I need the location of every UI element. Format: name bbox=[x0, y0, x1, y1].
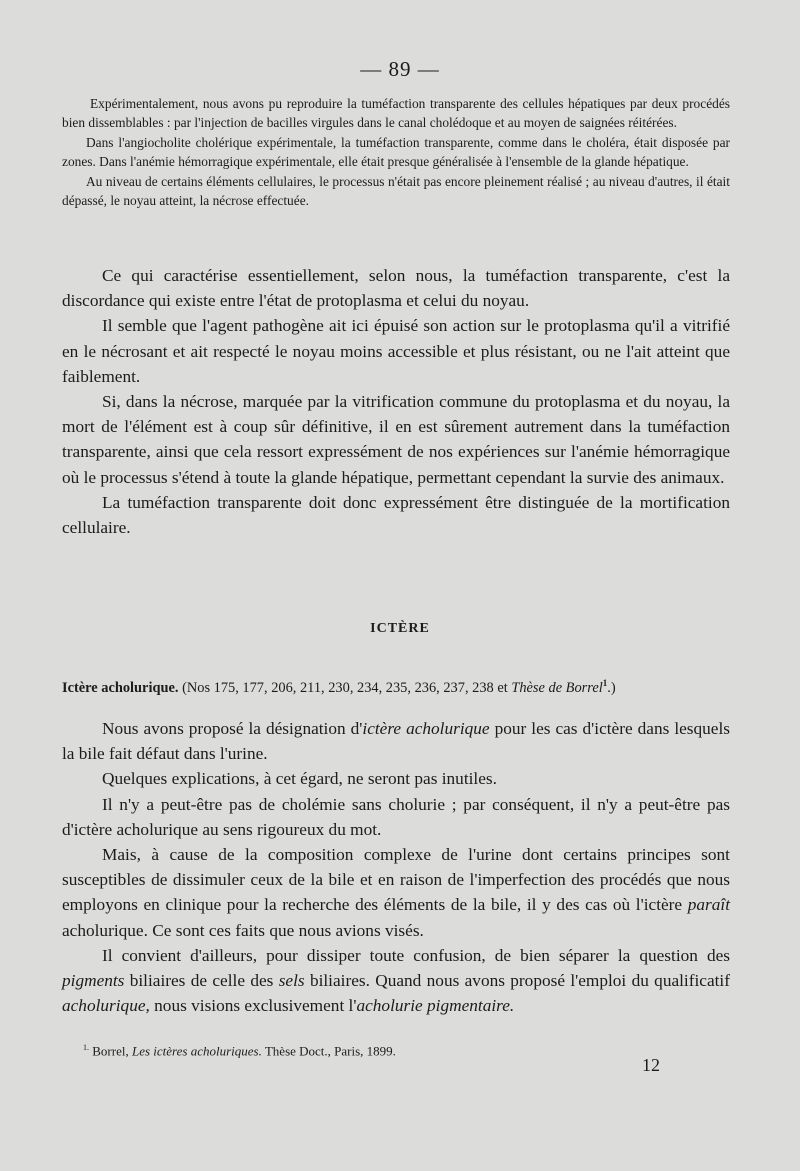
page-number: — 89 — bbox=[360, 57, 440, 81]
heading-close: .) bbox=[607, 679, 616, 696]
footnote-mark: 1 bbox=[602, 678, 608, 688]
ictere-paragraph-5: Il convient d'ailleurs, pour dissiper toute confusion, de bien séparer la question des pigments biliaires de celle des sels biliaires. Quand nous avons proposé l'emploi du qualificatif acholurique, nous visions exclusivement l'acholurie pigmentaire. bbox=[62, 945, 730, 1016]
these-reference: Thèse de Borrel bbox=[511, 679, 603, 696]
footnote-author: Borrel, bbox=[92, 1043, 129, 1059]
body-paragraph-3: Si, dans la nécrose, marquée par la vitrification commune du protoplasma et du noyau, la mort de l'élément est à coup sûr définitive, il en est sûrement autrement dans la tuméfaction transparente, ainsi que cela ressort expressément de nos expériences sur l'anémie hémorragique où le processus s'étend à toute la glande hépatique, permettant cependant la survie des animaux. bbox=[62, 392, 730, 487]
footnote-number: 1. bbox=[83, 1043, 89, 1052]
ictere-paragraph-1: Nous avons proposé la désignation d'ictère acholurique pour les cas d'ictère dans lesquels la bile fait défaut dans l'urine. bbox=[62, 719, 730, 764]
subsection-label: Ictère acholurique. bbox=[62, 679, 179, 696]
footnote-rest: Thèse Doct., Paris, 1899. bbox=[264, 1043, 396, 1059]
body-paragraph-4: La tuméfaction transparente doit donc expressément être distinguée de la mortification cellulaire. bbox=[62, 492, 730, 538]
section-title: ICTÈRE bbox=[370, 621, 430, 636]
ictere-text-block bbox=[62, 716, 730, 1018]
footnote-title: Les ictères acholuriques. bbox=[131, 1043, 262, 1059]
ictere-paragraph-2: Quelques explications, à cet égard, ne seront pas inutiles. bbox=[102, 769, 497, 789]
subsection-references: (Nos 175, 177, 206, 211, 230, 234, 235, 236, 237, 238 et bbox=[182, 679, 508, 696]
small-paragraph-3: Au niveau de certains éléments cellulaires, le processus n'était pas encore pleinement réalisé ; au niveau d'autres, il était dépassé, le noyau atteint, la nécrose effectuée. bbox=[62, 173, 730, 209]
subsection-heading bbox=[62, 678, 762, 697]
small-paragraph-2: Dans l'angiocholite cholérique expérimentale, la tuméfaction transparente, comme dans le choléra, était disposée par zones. Dans l'anémie hémorragique expérimentale, elle était presque généralisée à l'ensemble de la glande hépatique. bbox=[62, 134, 730, 170]
ictere-paragraph-4: Mais, à cause de la composition complexe de l'urine dont certains principes sont susceptibles de dissimuler ceux de la bile et en raison de l'imperfection des procédés que nous employons en clinique pour la recherche des éléments de la bile, il y des cas où l'ictère paraît acholurique. Ce sont ces faits que nous avions visés. bbox=[62, 845, 730, 940]
body-paragraph-2: Il semble que l'agent pathogène ait ici épuisé son action sur le protoplasma qu'il a vitrifié en le nécrosant et ait respecté le noyau moins accessible et plus résistant, ou ne l'ait atteint que faiblement. bbox=[62, 316, 730, 386]
small-print-block bbox=[62, 94, 730, 210]
signature-number: 12 bbox=[642, 1055, 660, 1075]
body-paragraph-1: Ce qui caractérise essentiellement, selon nous, la tuméfaction transparente, c'est la discordance qui existe entre l'état de protoplasma et celui du noyau. bbox=[62, 266, 730, 311]
ictere-paragraph-3: Il n'y a peut-être pas de cholémie sans cholurie ; par conséquent, il n'y a peut-être pas d'ictère acholurique au sens rigoureux du mot. bbox=[62, 794, 730, 839]
footnote bbox=[83, 1043, 396, 1059]
main-text-block bbox=[62, 263, 730, 540]
small-paragraph-1: Expérimentalement, nous avons pu reproduire la tuméfaction transparente des cellules hépatiques par deux procédés bien dissemblables : par l'injection de bacilles virgules dans le canal cholédoque et au moyen de saignées réitérées. bbox=[62, 96, 730, 131]
